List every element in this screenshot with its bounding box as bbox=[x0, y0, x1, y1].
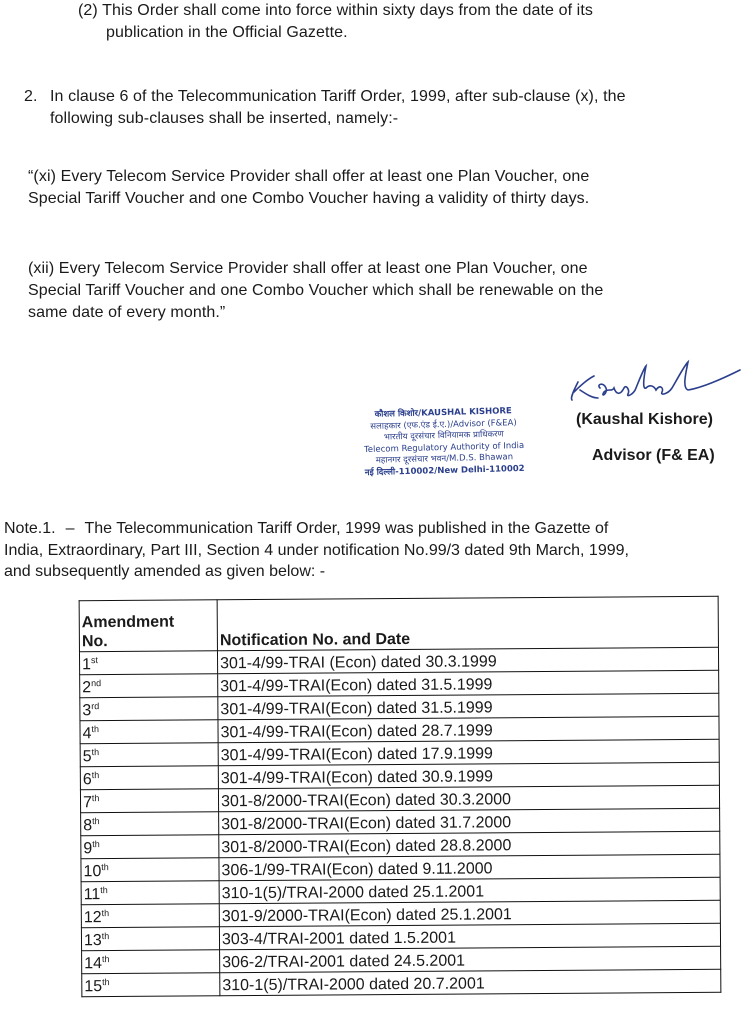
subclause-xi bbox=[28, 166, 738, 210]
signatory-name: (Kaushal Kishore) bbox=[576, 411, 713, 428]
notification-cell: 301-9/2000-TRAI(Econ) dated 25.1.2001 bbox=[219, 900, 720, 926]
notification-cell: 301-8/2000-TRAI(Econ) dated 30.3.2000 bbox=[218, 785, 719, 811]
note-line1: The Telecommunication Tariff Order, 1999 was published in the Gazette of bbox=[84, 520, 609, 537]
notification-cell: 301-4/99-TRAI(Econ) dated 31.5.1999 bbox=[218, 693, 719, 719]
notification-cell: 303-4/TRAI-2001 dated 1.5.2001 bbox=[219, 923, 720, 949]
note-line2: India, Extraordinary, Part III, Section 4 under notification No.99/3 dated 9th March, 1999, bbox=[4, 541, 629, 559]
clause-2-number: (2) bbox=[78, 2, 98, 19]
note-paragraph bbox=[4, 518, 744, 583]
subclause-xi-line2: Special Tariff Voucher and one Combo Voucher having a validity of thirty days. bbox=[28, 190, 590, 207]
item-2-line1: In clause 6 of the Telecommunication Tariff Order, 1999, after sub-clause (x), the bbox=[50, 88, 626, 105]
notification-cell: 310-1(5)/TRAI-2000 dated 20.7.2001 bbox=[220, 969, 721, 995]
signatory-designation: Advisor (F& EA) bbox=[592, 447, 715, 464]
note-label: Note.1. bbox=[4, 520, 56, 537]
subclause-xi-line1: “(xi) Every Telecom Service Provider shall offer at least one Plan Voucher, one bbox=[28, 168, 590, 185]
amendment-number-cell: 5th bbox=[80, 743, 218, 767]
item-2-line2: following sub-clauses shall be inserted, namely:- bbox=[50, 110, 399, 127]
notification-cell: 301-4/99-TRAI(Econ) dated 28.7.1999 bbox=[218, 716, 719, 742]
note-line3: and subsequently amended as given below: - bbox=[4, 563, 326, 580]
stamp-line-2: सलाहकार (एफ.एंड ई.ए.)/Advisor (F&EA) bbox=[370, 417, 517, 432]
item-2-number: 2. bbox=[24, 88, 38, 105]
amendments-table bbox=[79, 596, 722, 997]
notification-cell: 301-4/99-TRAI(Econ) dated 17.9.1999 bbox=[218, 739, 719, 765]
table-header-row bbox=[79, 596, 718, 651]
notification-cell: 306-2/TRAI-2001 dated 24.5.2001 bbox=[220, 946, 721, 972]
amendment-number-cell: 1st bbox=[79, 651, 217, 675]
amendment-number-cell: 11th bbox=[81, 881, 219, 905]
amendment-number-cell: 10th bbox=[81, 858, 219, 882]
stamp-line-6: नई दिल्ली-110002/New Delhi-110002 bbox=[364, 463, 525, 478]
notification-cell: 301-8/2000-TRAI(Econ) dated 31.7.2000 bbox=[219, 808, 720, 834]
amendment-number-cell: 2nd bbox=[80, 674, 218, 698]
amendment-number-cell: 3rd bbox=[80, 697, 218, 721]
stamp-line-5: महानगर दूरसंचार भवन/M.D.S. Bhawan bbox=[375, 452, 514, 466]
header-amendment-no: Amendment No. bbox=[79, 600, 217, 652]
amendment-number-cell: 6th bbox=[80, 766, 218, 790]
amendment-number-cell: 7th bbox=[80, 789, 218, 813]
official-stamp bbox=[337, 405, 551, 480]
table-body bbox=[79, 647, 720, 996]
amendment-number-cell: 14th bbox=[82, 950, 220, 974]
clause-2-paragraph bbox=[78, 0, 718, 44]
stamp-line-4: Telecom Regulatory Authority of India bbox=[363, 440, 525, 455]
note-dash: – bbox=[65, 520, 75, 537]
stamp-line-3: भारतीय दूरसंचार विनियामक प्राधिकरण bbox=[383, 429, 504, 443]
amendment-number-cell: 4th bbox=[80, 720, 218, 744]
amendment-number-cell: 8th bbox=[81, 812, 219, 836]
item-2-paragraph bbox=[24, 86, 744, 130]
subclause-xii-line2: Special Tariff Voucher and one Combo Voucher which shall be renewable on the bbox=[28, 282, 604, 299]
amendment-number-cell: 13th bbox=[81, 927, 219, 951]
header-notification: Notification No. and Date bbox=[217, 596, 718, 650]
subclause-xii-line3: same date of every month.” bbox=[28, 304, 226, 321]
amendment-number-cell: 12th bbox=[81, 904, 219, 928]
notification-cell: 301-4/99-TRAI (Econ) dated 30.3.1999 bbox=[217, 647, 718, 673]
subclause-xii bbox=[28, 258, 738, 324]
notification-cell: 306-1/99-TRAI(Econ) dated 9.11.2000 bbox=[219, 854, 720, 880]
amendment-number-cell: 15th bbox=[82, 973, 220, 997]
notification-cell: 301-4/99-TRAI(Econ) dated 30.9.1999 bbox=[218, 762, 719, 788]
amendment-number-cell: 9th bbox=[81, 835, 219, 859]
subclause-xii-line1: (xii) Every Telecom Service Provider shall offer at least one Plan Voucher, one bbox=[28, 260, 588, 277]
handwritten-signature bbox=[560, 348, 750, 408]
clause-2-line2: publication in the Official Gazette. bbox=[106, 24, 348, 41]
notification-cell: 301-4/99-TRAI(Econ) dated 31.5.1999 bbox=[218, 670, 719, 696]
notification-cell: 301-8/2000-TRAI(Econ) dated 28.8.2000 bbox=[219, 831, 720, 857]
clause-2-line1: This Order shall come into force within sixty days from the date of its bbox=[102, 2, 593, 19]
notification-cell: 310-1(5)/TRAI-2000 dated 25.1.2001 bbox=[219, 877, 720, 903]
table-row bbox=[82, 969, 721, 996]
stamp-line-1: कौशल किशोर/KAUSHAL KISHORE bbox=[374, 406, 512, 420]
